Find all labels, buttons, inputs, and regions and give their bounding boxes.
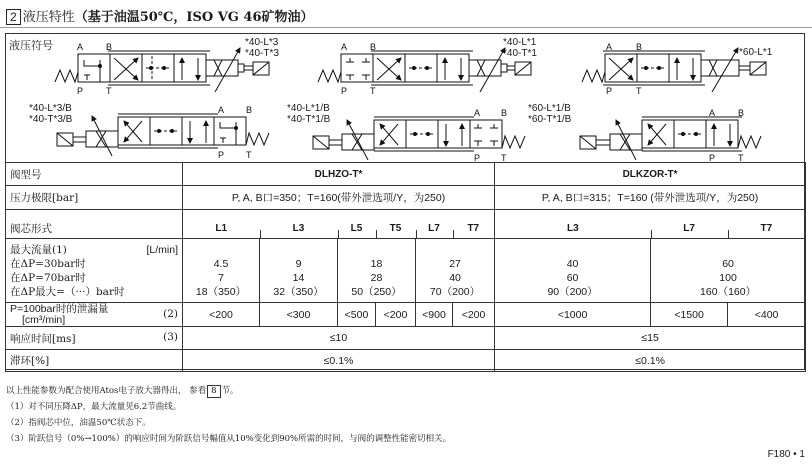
label-model: 阀型号 xyxy=(6,163,183,186)
symbol-code-group-3 xyxy=(739,47,772,58)
section-subtitle: （基于油温50℃，ISO VG 46矿物油） xyxy=(74,10,314,25)
note-2: （2）指阀芯中位，油温50℃状态下。 xyxy=(6,418,151,428)
flow-dlkzor-L7-T7: 60 100 160（160） xyxy=(651,239,806,303)
symbol-code-group-2 xyxy=(503,37,537,59)
svg-text:A: A xyxy=(77,42,84,52)
note-intro: 以上性能参数为配合使用Atos电子放大器得出， 参看 8 节。 xyxy=(6,386,239,396)
hysteresis-dlkzor: ≤0.1% xyxy=(495,350,806,372)
symbol-code: *40-T*1 xyxy=(503,48,537,59)
symbol-code-group-6 xyxy=(528,103,571,125)
spool-dlkzor-L7: L7 xyxy=(651,210,728,239)
label-response xyxy=(6,327,183,350)
flow-unit: [L/min] xyxy=(146,243,178,256)
section-ref: 8 xyxy=(207,385,220,398)
row-leakage xyxy=(6,303,806,327)
model-dlkzor: DLKZOR-T* xyxy=(495,163,806,186)
svg-text:A: A xyxy=(341,42,348,52)
svg-text:P: P xyxy=(474,153,481,163)
section-title: 液压特性 xyxy=(22,10,75,25)
spool-dlhzo-L1: L1 xyxy=(183,210,260,239)
flow-dlhzo-L7-T7: 27 40 70（200） xyxy=(416,239,495,303)
flow-dlhzo-L5-T5: 18 28 50（250） xyxy=(338,239,416,303)
leak-dlhzo-T5: <200 xyxy=(376,303,416,327)
symbol-code: *40-L*3 xyxy=(245,37,279,48)
symbol-code: *40-T*1/B xyxy=(287,114,331,125)
hydraulic-symbols-label: 液压符号 xyxy=(9,39,53,52)
valve-symbol-40-L3-B xyxy=(57,114,269,156)
label-spool: 阀芯形式 xyxy=(6,210,183,239)
spring-icon xyxy=(55,70,78,82)
leak-dlkzor-T7: <400 xyxy=(728,303,806,327)
svg-text:B: B xyxy=(370,42,377,52)
svg-text:A: A xyxy=(606,42,613,52)
label-pressure: 压力极限[bar] xyxy=(6,186,183,210)
leak-dlhzo-L1: <200 xyxy=(183,303,260,327)
svg-text:T: T xyxy=(106,86,112,96)
label-flow xyxy=(6,239,183,303)
svg-text:P: P xyxy=(606,86,613,96)
flow-dlkzor-L3: 40 60 90（200） xyxy=(495,239,651,303)
label-leakage xyxy=(6,303,183,327)
symbol-code: *40-L*1/B xyxy=(287,103,330,114)
hydraulic-characteristics-table xyxy=(5,162,806,372)
svg-text:P: P xyxy=(218,150,225,160)
spool-dlhzo-T5: T5 xyxy=(376,210,416,239)
section-number: 2 xyxy=(6,9,21,25)
label-hysteresis: 滞环[%] xyxy=(6,350,183,372)
symbol-code: *40-T*3/B xyxy=(29,114,73,125)
page-number: F180 • 1 xyxy=(767,449,805,460)
pressure-dlhzo: P, A, B口=350；T=160(带外泄选项/Y，为250) xyxy=(183,186,495,210)
note-1: （1）对不同压降ΔP，最大流量见6.2节曲线。 xyxy=(6,402,182,412)
spool-dlhzo-L5: L5 xyxy=(338,210,376,239)
flow-dlhzo-L3: 9 14 32（350） xyxy=(260,239,338,303)
spool-dlhzo-T7: T7 xyxy=(453,210,495,239)
symbol-code: *60-L*1 xyxy=(739,47,773,58)
leak-dlkzor-L3: <1000 xyxy=(495,303,651,327)
svg-text:P: P xyxy=(77,86,84,96)
hysteresis-dlhzo: ≤0.1% xyxy=(183,350,495,372)
svg-text:B: B xyxy=(738,108,745,118)
svg-text:T: T xyxy=(501,153,507,163)
svg-text:B: B xyxy=(501,108,508,118)
svg-text:B: B xyxy=(106,42,113,52)
valve-symbol-40-L1 xyxy=(318,48,531,92)
svg-text:T: T xyxy=(738,153,744,163)
svg-text:T: T xyxy=(246,150,252,160)
svg-text:P: P xyxy=(341,86,348,96)
valve-symbol-40-L3 xyxy=(55,48,269,92)
leakage-line1: P=100bar时的泄漏量 xyxy=(10,302,109,315)
symbol-code: *60-T*1/B xyxy=(528,114,572,125)
valve-symbol-40-L1-B xyxy=(313,117,525,160)
symbol-code: *40-L*3/B xyxy=(29,103,72,114)
spool-dlkzor-T7: T7 xyxy=(728,210,806,239)
leak-dlkzor-L7: <1500 xyxy=(651,303,728,327)
row-flow xyxy=(6,239,806,303)
flow-line-max: 在ΔP最大=（···）bar时 xyxy=(10,285,125,298)
svg-text:A: A xyxy=(218,105,225,115)
spool-dlhzo-L3: L3 xyxy=(260,210,338,239)
flow-line-30bar: 在ΔP=30bar时 xyxy=(10,257,86,270)
hydraulic-symbols-diagram xyxy=(0,0,812,165)
leak-dlhzo-T7: <200 xyxy=(453,303,495,327)
svg-text:T: T xyxy=(636,86,642,96)
response-label: 响应时间[ms] xyxy=(10,332,76,345)
flow-dlhzo-L1: 4.5 7 18（350） xyxy=(183,239,260,303)
spool-dlhzo-L7: L7 xyxy=(416,210,453,239)
leakage-unit: [cm³/min] xyxy=(22,313,66,326)
row-hysteresis xyxy=(6,350,806,372)
footnotes xyxy=(6,383,451,447)
leak-dlhzo-L7: <900 xyxy=(416,303,453,327)
svg-text:B: B xyxy=(246,105,253,115)
response-dlhzo: ≤10 xyxy=(183,327,495,350)
symbol-code-group-4 xyxy=(29,103,72,125)
model-dlhzo: DLHZO-T* xyxy=(183,163,495,186)
symbol-code-group-5 xyxy=(287,103,330,125)
leak-dlhzo-L5: <500 xyxy=(338,303,376,327)
svg-text:B: B xyxy=(636,42,643,52)
valve-symbol-60-L1-B xyxy=(580,117,761,160)
flow-line-70bar: 在ΔP=70bar时 xyxy=(10,271,86,284)
flow-title: 最大流量(1) xyxy=(10,243,67,256)
symbol-code: *40-T*3 xyxy=(245,48,279,59)
leak-dlhzo-L3: <300 xyxy=(260,303,338,327)
svg-text:A: A xyxy=(474,108,481,118)
row-response xyxy=(6,327,806,350)
row-pressure xyxy=(6,186,806,210)
symbol-code: *40-L*1 xyxy=(503,37,537,48)
pressure-dlkzor: P, A, B口=315；T=160 (带外泄选项/Y，为250) xyxy=(495,186,806,210)
leakage-note: (2) xyxy=(163,308,178,320)
spool-dlkzor-L3: L3 xyxy=(495,210,651,239)
svg-text:P: P xyxy=(709,153,716,163)
row-spool xyxy=(6,210,806,239)
note-3: （3）阶跃信号（0%→100%）的响应时间为阶跃信号幅值从10%变化到90%所需的时间，与阀的调整性能密切相关。 xyxy=(6,434,452,444)
svg-text:T: T xyxy=(370,86,376,96)
symbol-code: *60-L*1/B xyxy=(528,103,571,114)
response-dlkzor: ≤15 xyxy=(495,327,806,350)
response-note: (3) xyxy=(163,330,178,343)
symbol-code-group-1 xyxy=(245,37,279,59)
row-model xyxy=(6,163,806,186)
svg-text:A: A xyxy=(709,108,716,118)
